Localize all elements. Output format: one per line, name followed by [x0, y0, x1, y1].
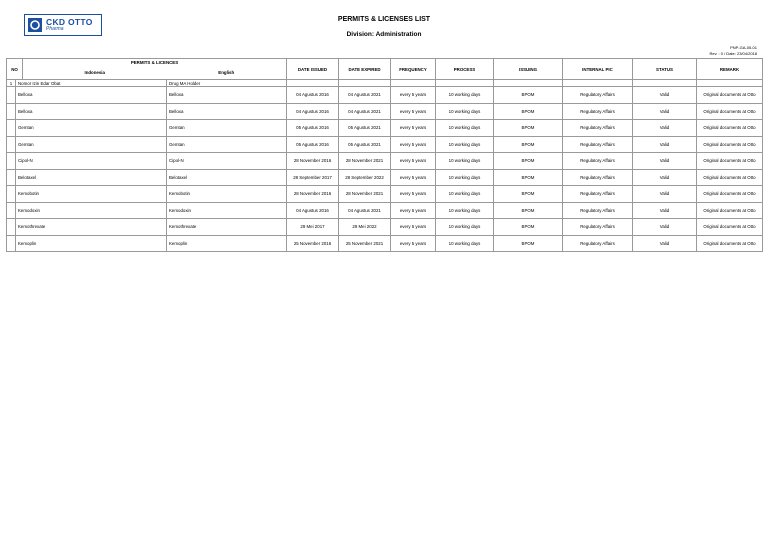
cell-issuing: BPOM [494, 186, 563, 203]
cell-internal-pic: Regulatory Affairs [563, 136, 633, 153]
doc-code: PNP-GA-05-01 [730, 45, 757, 50]
header-permits-label: PERMITS & LICENCES [130, 60, 179, 65]
cell-date-issued: 28 November 2016 [287, 186, 339, 203]
cell-internal-pic: Regulatory Affairs [563, 186, 633, 203]
cell-issuing: BPOM [494, 202, 563, 219]
cell-date-expired: 29 Mei 2022 [339, 219, 391, 236]
cell-remark: Original documents at Otto [697, 103, 763, 120]
table-row [7, 219, 763, 236]
cell-process: 10 working days [436, 103, 494, 120]
cell-date-issued: 04 Agustus 2016 [287, 103, 339, 120]
cell-process: 10 working days [436, 219, 494, 236]
header-row [7, 59, 763, 80]
cell-english: Kemobotin [167, 186, 287, 203]
cell-internal-pic: Regulatory Affairs [563, 235, 633, 252]
table-row [7, 87, 763, 104]
cell-english: Gemtan [167, 136, 287, 153]
table-row [7, 186, 763, 203]
cell-process: 10 working days [436, 235, 494, 252]
cell-frequency: every 5 years [391, 219, 436, 236]
table-row [7, 136, 763, 153]
cell-remark: Original documents at Otto [697, 136, 763, 153]
header-english: English [218, 70, 235, 75]
table-row [7, 202, 763, 219]
section-no: 1 [7, 80, 16, 87]
cell-remark: Original documents at Otto [697, 202, 763, 219]
cell-status: Valid [633, 202, 697, 219]
table-row [7, 235, 763, 252]
cell-status: Valid [633, 186, 697, 203]
cell-english: Gemtan [167, 120, 287, 137]
cell-issuing: BPOM [494, 235, 563, 252]
cell-frequency: every 5 years [391, 202, 436, 219]
logo-name: CKD OTTO [46, 16, 93, 27]
cell-date-expired: 05 Agustus 2021 [339, 136, 391, 153]
cell-issuing: BPOM [494, 153, 563, 170]
cell-indonesia: Belloxa [16, 87, 167, 104]
cell-date-expired: 04 Agustus 2021 [339, 87, 391, 104]
cell-english: Belloxa [167, 87, 287, 104]
cell-date-expired: 04 Agustus 2021 [339, 202, 391, 219]
cell-date-expired: 28 November 2021 [339, 153, 391, 170]
cell-frequency: every 5 years [391, 235, 436, 252]
cell-status: Valid [633, 103, 697, 120]
cell-internal-pic: Regulatory Affairs [563, 219, 633, 236]
cell-frequency: every 5 years [391, 136, 436, 153]
cell-frequency: every 5 years [391, 87, 436, 104]
cell-no [7, 186, 16, 203]
cell-remark: Original documents at Otto [697, 169, 763, 186]
cell-frequency: every 5 years [391, 120, 436, 137]
cell-indonesia: Gemtan [16, 136, 167, 153]
doc-revision: Rev. : 0 / Date: 23/04/2018 [709, 51, 757, 56]
cell-status: Valid [633, 219, 697, 236]
cell-indonesia: Cipol-N [16, 153, 167, 170]
cell-remark: Original documents at Otto [697, 153, 763, 170]
header-no: NO [7, 59, 23, 80]
cell-process: 10 working days [436, 186, 494, 203]
header-indonesia: Indonesia [84, 70, 105, 75]
cell-no [7, 219, 16, 236]
cell-no [7, 120, 16, 137]
cell-date-expired: 28 November 2021 [339, 186, 391, 203]
cell-indonesia: Belotaxel [16, 169, 167, 186]
cell-internal-pic: Regulatory Affairs [563, 120, 633, 137]
cell-date-issued: 05 Agustus 2016 [287, 136, 339, 153]
cell-indonesia: Kemodoxin [16, 202, 167, 219]
section-row [7, 80, 763, 87]
header-date-issued: DATE ISSUED [287, 59, 339, 80]
cell-internal-pic: Regulatory Affairs [563, 169, 633, 186]
cell-status: Valid [633, 235, 697, 252]
cell-english: Kemoplin [167, 235, 287, 252]
cell-date-expired: 05 Agustus 2021 [339, 120, 391, 137]
cell-no [7, 136, 16, 153]
cell-english: Kemodoxin [167, 202, 287, 219]
cell-status: Valid [633, 169, 697, 186]
cell-status: Valid [633, 87, 697, 104]
cell-no [7, 202, 16, 219]
cell-indonesia: Belloxa [16, 103, 167, 120]
header-process: PROCESS [436, 59, 494, 80]
section-english: Drug MA Holder [167, 80, 287, 87]
logo-sub: Pharma [46, 26, 64, 33]
cell-status: Valid [633, 120, 697, 137]
cell-process: 10 working days [436, 136, 494, 153]
cell-remark: Original documents at Otto [697, 219, 763, 236]
header-status: STATUS [633, 59, 697, 80]
cell-date-expired: 28 September 2022 [339, 169, 391, 186]
header-internal-pic: INTERNAL PIC [563, 59, 633, 80]
permits-table [6, 58, 763, 252]
cell-date-issued: 29 Mei 2017 [287, 219, 339, 236]
cell-frequency: every 5 years [391, 186, 436, 203]
cell-process: 10 working days [436, 202, 494, 219]
cell-process: 10 working days [436, 153, 494, 170]
header-frequency: FREQUENCY [391, 59, 436, 80]
cell-remark: Original documents at Otto [697, 186, 763, 203]
cell-remark: Original documents at Otto [697, 235, 763, 252]
table-row [7, 169, 763, 186]
cell-issuing: BPOM [494, 219, 563, 236]
cell-date-issued: 04 Agustus 2016 [287, 87, 339, 104]
cell-no [7, 103, 16, 120]
table-row [7, 103, 763, 120]
cell-internal-pic: Regulatory Affairs [563, 87, 633, 104]
page-title: PERMITS & LICENSES LIST [337, 16, 431, 23]
cell-remark: Original documents at Otto [697, 120, 763, 137]
cell-frequency: every 5 years [391, 153, 436, 170]
cell-internal-pic: Regulatory Affairs [563, 103, 633, 120]
division-title: Division: Administration [346, 31, 422, 38]
cell-no [7, 235, 16, 252]
cell-date-issued: 28 November 2016 [287, 153, 339, 170]
cell-date-issued: 04 Agustus 2016 [287, 202, 339, 219]
cell-internal-pic: Regulatory Affairs [563, 202, 633, 219]
cell-date-issued: 05 Agustus 2016 [287, 120, 339, 137]
cell-remark: Original documents at Otto [697, 87, 763, 104]
header-remark: REMARK [697, 59, 763, 80]
cell-date-issued: 28 September 2017 [287, 169, 339, 186]
cell-english: Belloxa [167, 103, 287, 120]
cell-status: Valid [633, 153, 697, 170]
cell-no [7, 153, 16, 170]
cell-issuing: BPOM [494, 136, 563, 153]
cell-issuing: BPOM [494, 103, 563, 120]
header-date-expired: DATE EXPIRED [339, 59, 391, 80]
section-indonesia: Nomor Izin Edar Obat [16, 80, 167, 87]
header-issuing: ISSUING [494, 59, 563, 80]
cell-date-issued: 25 November 2016 [287, 235, 339, 252]
document-number [709, 45, 757, 57]
cell-issuing: BPOM [494, 87, 563, 104]
cell-no [7, 169, 16, 186]
cell-indonesia: Kemobotin [16, 186, 167, 203]
cell-no [7, 87, 16, 104]
table-row [7, 153, 763, 170]
header-permits [23, 59, 287, 80]
cell-issuing: BPOM [494, 169, 563, 186]
cell-internal-pic: Regulatory Affairs [563, 153, 633, 170]
cell-frequency: every 5 years [391, 169, 436, 186]
cell-indonesia: Kemoplin [16, 235, 167, 252]
cell-indonesia: Kemothrexate [16, 219, 167, 236]
cell-process: 10 working days [436, 120, 494, 137]
cell-process: 10 working days [436, 87, 494, 104]
cell-english: Kemothrexate [167, 219, 287, 236]
cell-process: 10 working days [436, 169, 494, 186]
cell-english: Cipol-N [167, 153, 287, 170]
cell-issuing: BPOM [494, 120, 563, 137]
cell-date-expired: 25 November 2021 [339, 235, 391, 252]
cell-english: Belotaxel [167, 169, 287, 186]
cell-date-expired: 04 Agustus 2021 [339, 103, 391, 120]
cell-status: Valid [633, 136, 697, 153]
cell-frequency: every 5 years [391, 103, 436, 120]
cell-indonesia: Gemtan [16, 120, 167, 137]
table-row [7, 120, 763, 137]
